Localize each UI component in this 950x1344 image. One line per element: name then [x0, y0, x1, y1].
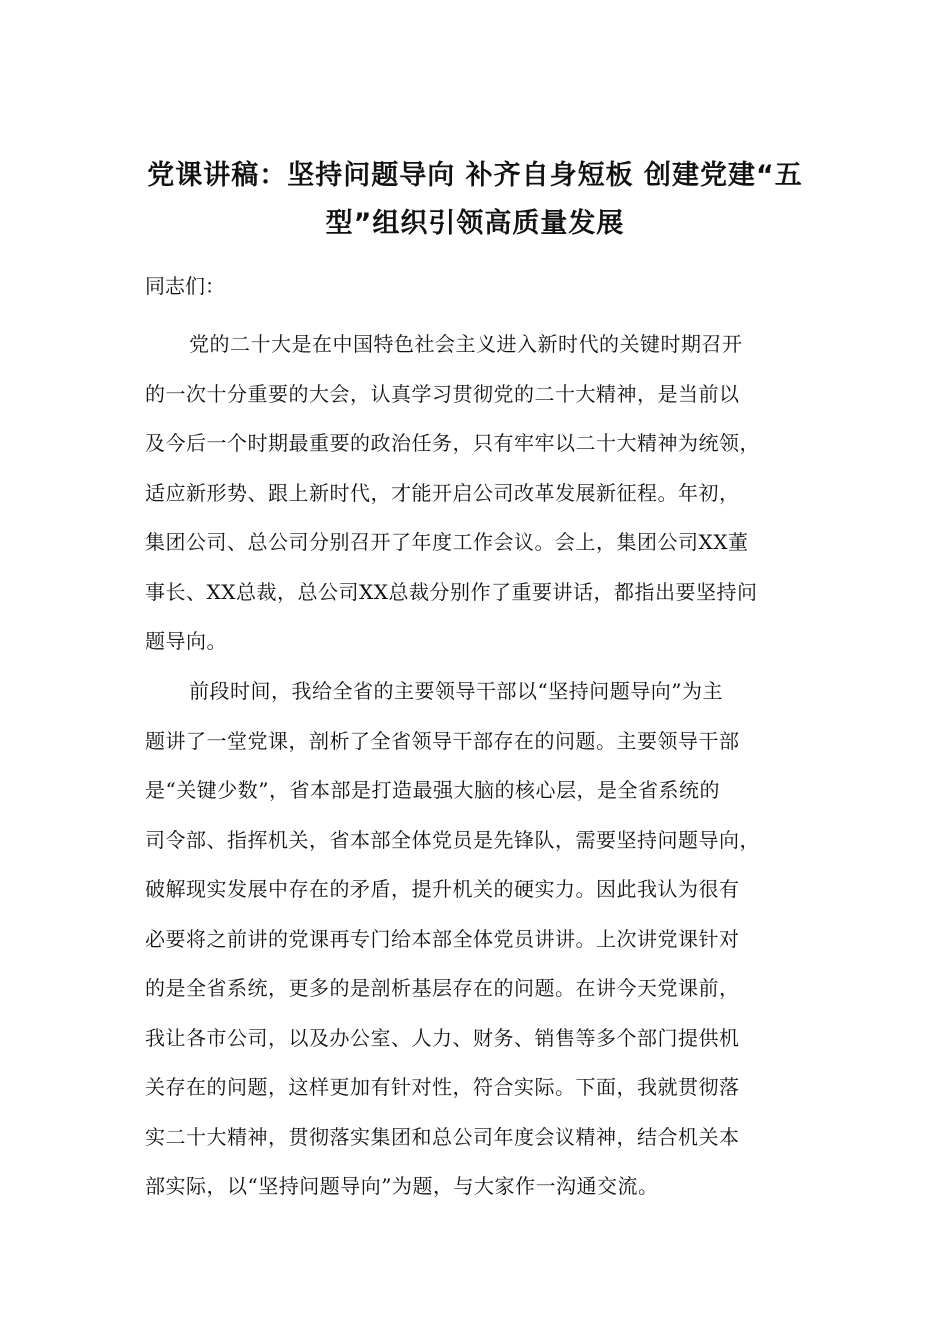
paragraph-line: 是“关键少数”，省本部是打造最强大脑的核心层，是全省系统的 [145, 778, 720, 802]
paragraph-line: 及今后一个时期最重要的政治任务，只有牢牢以二十大精神为统领， [145, 431, 760, 455]
paragraph-line: 实二十大精神，贯彻落实集团和总公司年度会议精神，结合机关本 [145, 1124, 740, 1149]
paragraph-line: 集团公司、总公司分别召开了年度工作会议。会上，集团公司XX董 [145, 530, 749, 554]
paragraph-line: 党的二十大是在中国特色社会主义进入新时代的关键时期召开 [189, 332, 743, 356]
paragraph-line: 适应新形势、跟上新时代，才能开启公司改革发展新征程。年初， [145, 480, 740, 505]
paragraph [145, 320, 805, 667]
paragraph-line: 题导向。 [145, 629, 227, 653]
paragraph-line: 我让各市公司，以及办公室、人力、财务、销售等多个部门提供机 [145, 1025, 740, 1050]
paragraph-line: 部实际，以“坚持问题导向”为题，与大家作一沟通交流。 [145, 1174, 659, 1198]
title-line: 党课讲稿：坚持问题导向 补齐自身短板 创建党建“五 [147, 160, 803, 191]
paragraph-line: 前段时间，我给全省的主要领导干部以“坚持问题导向”为主 [189, 679, 723, 703]
paragraph [145, 667, 805, 1212]
paragraph-line: 关存在的问题，这样更加有针对性，符合实际。下面，我就贯彻落 [145, 1075, 740, 1099]
paragraph-line: 破解现实发展中存在的矛盾，提升机关的硬实力。因此我认为很有 [145, 877, 740, 901]
title-line: 型”组织引领高质量发展 [325, 208, 625, 239]
paragraph-line: 司令部、指挥机关，省本部全体党员是先锋队，需要坚持问题导向， [145, 827, 760, 852]
paragraph-line: 事长、XX总裁，总公司XX总裁分别作了重要讲话，都指出要坚持问 [145, 579, 758, 604]
salutation: 同志们： [145, 274, 225, 298]
paragraph-line: 必要将之前讲的党课再专门给本部全体党员讲讲。上次讲党课针对 [145, 926, 740, 951]
paragraph-line: 题讲了一堂党课，剖析了全省领导干部存在的问题。主要领导干部 [145, 728, 740, 753]
paragraph-line: 的一次十分重要的大会，认真学习贯彻党的二十大精神，是当前以 [145, 381, 740, 406]
document-title [140, 152, 810, 248]
paragraph-line: 的是全省系统，更多的是剖析基层存在的问题。在讲今天党课前， [145, 976, 740, 1000]
